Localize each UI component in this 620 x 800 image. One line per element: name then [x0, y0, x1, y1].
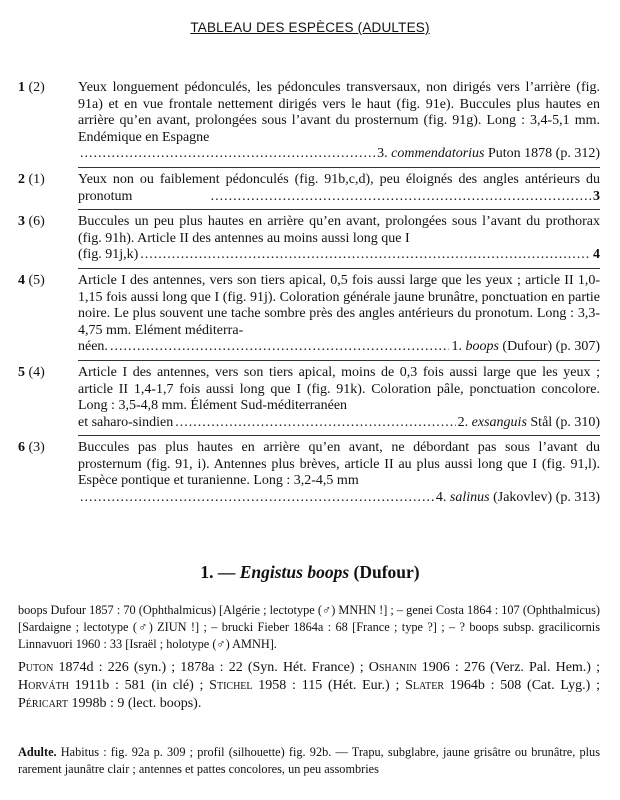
entry-number: 4: [18, 272, 25, 288]
ref-text: 1998b : 9 (lect. boops).: [67, 696, 202, 711]
key-entry-4: [18, 273, 600, 356]
ref-text: 1906 : 276 (Verz. Pal. Hem.) ;: [416, 660, 600, 675]
species-author: (Dufour): [349, 562, 420, 582]
entry-alt: (3): [28, 440, 45, 456]
divider: [78, 435, 600, 436]
species-heading: 1. — Engistus boops (Dufour): [200, 562, 420, 582]
key-entry-2: [18, 172, 600, 205]
result-species: boops: [465, 339, 499, 355]
entry-number: 6: [18, 440, 25, 456]
entry-number: 1: [18, 80, 25, 95]
result-author: Stål (p. 310): [530, 414, 600, 430]
entry-text: Article I des antennes, vers son tiers apical, 0,5 fois aussi large que les yeux ; article II 1,0-1,15 fois aussi long que I (fig. 91j). Coloration générale jaune brunâtre, ponctuation en partie noire. Le plus souvent une tache sombre près des angles antérieurs du pronotum. Long : 3,3-4,75 mm. Elément méditerra-: [78, 272, 600, 338]
ref-author: Oshanin: [368, 660, 417, 675]
key-entry-5: [18, 365, 600, 431]
entry-alt: (4): [28, 364, 45, 380]
result-number: 2.: [457, 414, 469, 430]
result-author: Puton 1878 (p. 312): [488, 146, 600, 162]
result-number: 1.: [451, 339, 462, 355]
divider: [78, 167, 600, 168]
ref-text: 1874d : 226 (syn.) ; 1878a : 22 (Syn. Hét. France) ;: [53, 660, 369, 675]
ref-text: 1958 : 115 (Hét. Eur.) ;: [252, 678, 406, 693]
result-line: et saharo-sindien ..... 2. exsanguis Stål (p. 310): [78, 415, 600, 432]
ref-text: 1964b : 508 (Cat. Lyg.) ;: [444, 678, 601, 693]
result-author: (Jakovlev) (p. 313): [493, 490, 600, 506]
species-name: Engistus boops: [239, 562, 350, 582]
identification-key: [18, 80, 600, 507]
result-author: (Dufour) (p. 307): [502, 339, 600, 355]
goto-number: 4: [593, 247, 600, 263]
page-title: TABLEAU DES ESPÈCES (ADULTES): [190, 20, 430, 35]
result-number: 3.: [377, 146, 388, 162]
entry-text: Yeux non ou faiblement pédonculés (fig. 91b,c,d), peu éloignés des angles antérieurs du pronotum: [78, 171, 600, 204]
entry-text: Buccules pas plus hautes en arrière qu’en avant, ne débordant pas sous l’avant du prosternum (fig. 91, i). Antennes plus brèves, article II au plus aussi long que I (fig. 91,l). Espèce pontique et turanienne. Long : 3,2-4,5 mm: [78, 440, 600, 489]
divider: [78, 209, 600, 210]
entry-text: Yeux longuement pédonculés, les pédoncules transversaux, non dirigés vers l’arrière (fig. 91a) et en vue frontale nettement dirigés vers le haut (fig. 91e). Buccules plus hautes en arrière qu’en avant, prolongées sous l’avant du prosternum (fig. 91g). Long : 3,4-5,1 mm. Endémique en Espagne: [78, 80, 600, 145]
references-paragraph: [18, 659, 600, 713]
ref-author: Stichel: [209, 678, 253, 693]
divider: [78, 360, 600, 361]
adult-text: Habitus : fig. 92a p. 309 ; profil (silhouette) fig. 92b. — Trapu, subglabre, jaune grisâtre ou brunâtre, plus rarement jaunâtre clair ; antennes et pattes concolores, un peu assombries: [18, 745, 600, 776]
entry-alt: (6): [28, 214, 45, 230]
key-entry-3: [18, 214, 600, 264]
adult-description: [18, 744, 600, 778]
goto-line: (fig. 91j,k) ..... 4: [78, 247, 600, 264]
result-line: [78, 146, 600, 163]
result-line: néen. ..... 1. boops (Dufour) (p. 307): [78, 339, 600, 356]
divider: [78, 268, 600, 269]
adult-label: Adulte.: [18, 745, 57, 759]
result-species: salinus: [449, 490, 490, 506]
entry-number: 5: [18, 364, 25, 380]
ref-author: Péricart: [18, 696, 68, 711]
entry-alt: (1): [28, 171, 45, 187]
key-entry-6: [18, 440, 600, 506]
result-species: commendatorius: [391, 146, 485, 162]
result-number: 4.: [435, 490, 447, 506]
ref-author: Slater: [405, 678, 445, 693]
key-entry-1: [18, 80, 600, 163]
entry-alt: (2): [28, 80, 45, 95]
entry-alt: (5): [28, 272, 45, 288]
ref-text: 1911b : 581 (in clé) ;: [68, 678, 210, 693]
entry-text: Buccules un peu plus hautes en arrière qu’en avant, prolongées sous l’avant du prothorax (fig. 91h). Article II des antennes au moins aussi long que I: [78, 214, 600, 246]
goto-line: [78, 189, 600, 206]
entry-number: 3: [18, 214, 25, 230]
ref-author: Puton: [18, 660, 54, 675]
entry-number: 2: [18, 171, 25, 187]
entry-text: Article I des antennes, vers son tiers apical, moins de 0,3 fois aussi large que les yeux ; article II 1,4-1,7 fois aussi long que I (fig. 91k). Coloration pâle, ponctuation concolore. Long : 3,5-4,8 mm. Élément Sud-méditerranéen: [78, 364, 600, 414]
synonymy-paragraph: boops Dufour 1857 : 70 (Ophthalmicus) [Algérie ; lectotype (♂) MNHN !] ; – genei Costa 1864 : 107 (Ophthalmicus) [Sardaigne ; lectotype (♂) ZIUN !] ; – brucki Fieber 1864a : 68 [France ; type ?] ; – ? boops subsp. gracilicornis Linnavuori 1960 : 33 [Israël ; holotype (♂) AMNH].: [18, 603, 600, 651]
result-species: exsanguis: [471, 414, 527, 430]
goto-number: 3: [593, 188, 600, 204]
result-line: [78, 490, 600, 507]
ref-author: Horváth: [18, 678, 69, 693]
